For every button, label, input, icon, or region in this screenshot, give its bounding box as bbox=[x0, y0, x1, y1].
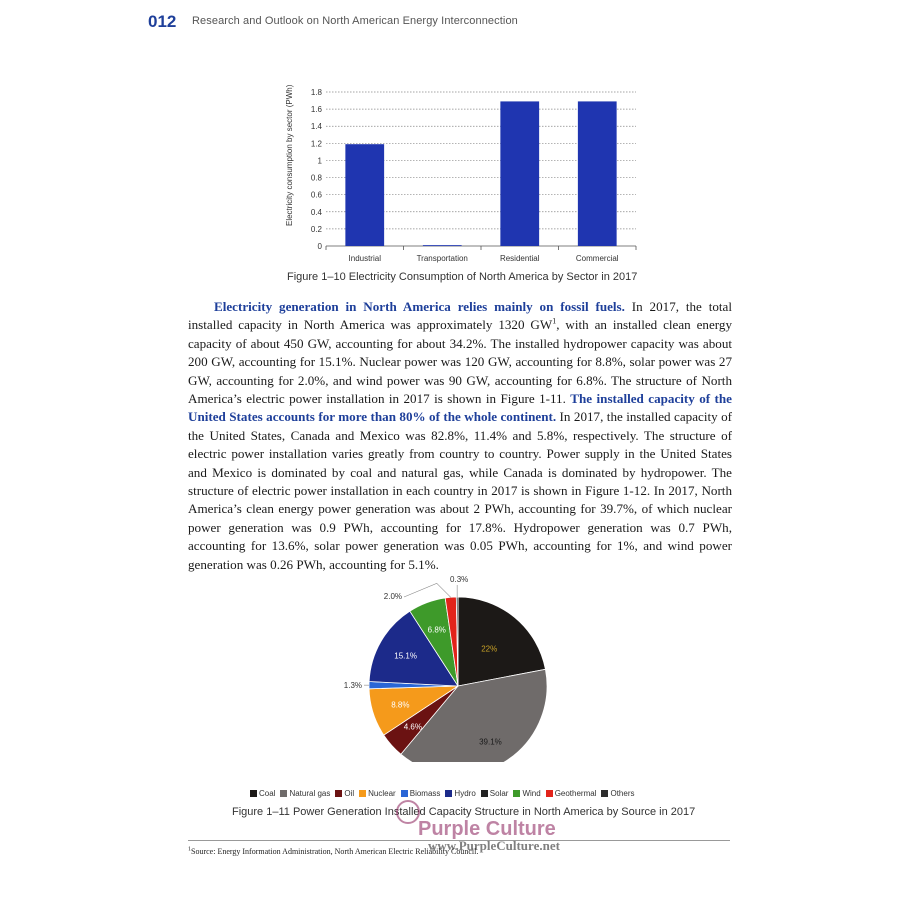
legend-item-others bbox=[601, 789, 634, 798]
figure-1-10-caption: Figure 1–10 Electricity Consumption of North America by Sector in 2017 bbox=[287, 271, 638, 283]
x-tick-label: Transportation bbox=[416, 254, 468, 263]
leader-geothermal bbox=[404, 583, 451, 597]
legend-item-natural-gas bbox=[280, 789, 330, 798]
slice-label-natural-gas: 39.1% bbox=[479, 737, 502, 747]
watermark-url: www.PurpleCulture.net bbox=[428, 838, 560, 853]
slice-label-oil: 4.6% bbox=[403, 722, 422, 732]
book-title: Research and Outlook on North American Energy Interconnection bbox=[192, 15, 518, 27]
body-text-part-2: , with an installed clean energy capacity of about 450 GW, accounting for about 34.2%. The installed hydropower capacity was about 200 GW, accounting for 15.1%. Nuclear power was 120 GW, accounting for 8.8%, solar power was 27 GW, accounting for 2.0%, and wind power was 90 GW, accounting for 6.8%. The structure of North America’s electric power installation in 2017 is shown in Figure 1-11. bbox=[188, 317, 732, 407]
y-tick-label: 1.2 bbox=[310, 139, 322, 149]
bar-chart-y-axis-label: Electricity consumption by sector (PWh) bbox=[285, 84, 294, 226]
y-tick-label: 1.8 bbox=[310, 88, 322, 97]
y-tick-label: 1 bbox=[317, 156, 322, 166]
installed-capacity-pie-chart bbox=[330, 572, 570, 762]
slice-label-geothermal: 2.0% bbox=[383, 592, 402, 601]
legend-label: Geothermal bbox=[554, 789, 597, 798]
bar-industrial bbox=[345, 144, 384, 246]
pie-slices bbox=[369, 597, 547, 762]
y-tick-label: 0.2 bbox=[310, 224, 322, 234]
emphasis-fossil-fuels: Electricity generation in North America relies mainly on fossil fuels. bbox=[214, 299, 625, 314]
y-tick-label: 0.6 bbox=[310, 190, 322, 200]
legend-label: Nuclear bbox=[368, 789, 396, 798]
slice-label-hydro: 15.1% bbox=[394, 651, 417, 661]
y-tick-label: 1.6 bbox=[310, 105, 322, 115]
body-paragraph bbox=[188, 298, 732, 574]
legend-item-solar bbox=[481, 789, 509, 798]
legend-item-biomass bbox=[401, 789, 441, 798]
body-text-part-3: In 2017, the installed capacity of the United States, Canada and Mexico was 82.8%, 11.4% and 5.8%, respectively. The structure of electric power installation varies greatly from country to country. Power supply in the United States and Mexico is dominated by coal and natural gas, while Canada is dominated by hydropower. The structure of electric power installation in each country in 2017 is shown in Figure 1-12. In 2017, North America’s clean energy power generation was about 2 PWh, accounting for 39.7%, of which nuclear power generation was 0.9 PWh, accounting for 17.8%. Hydropower generation was 0.7 PWh, accounting for 13.6%, solar power generation was 0.05 PWh, accounting for 1%, and wind power generation was 0.26 PWh, accounting for 5.1%. bbox=[188, 409, 732, 572]
x-tick-label: Residential bbox=[499, 254, 540, 263]
legend-swatch bbox=[401, 790, 408, 797]
y-tick-label: 0.4 bbox=[310, 207, 322, 217]
legend-label: Coal bbox=[259, 789, 276, 798]
legend-label: Solar bbox=[489, 789, 509, 798]
footnote-marker: 1 bbox=[552, 317, 557, 327]
bar-commercial bbox=[578, 101, 617, 246]
y-tick-label: 0.8 bbox=[310, 173, 322, 183]
x-tick-label: Industrial bbox=[348, 254, 381, 263]
footnote-rule bbox=[188, 840, 730, 841]
legend-label: Wind bbox=[522, 789, 541, 798]
legend-swatch bbox=[445, 790, 452, 797]
footnote-text: Source: Energy Information Administration, North American Electric Reliability Council. bbox=[191, 847, 479, 856]
bar-transportation bbox=[423, 245, 462, 246]
bar-chart-x-ticks bbox=[326, 246, 636, 263]
bar-chart-bars bbox=[345, 101, 616, 246]
page-number: 012 bbox=[148, 12, 177, 31]
legend-item-nuclear bbox=[359, 789, 396, 798]
bar-chart-y-ticks bbox=[311, 88, 323, 251]
legend-swatch bbox=[513, 790, 520, 797]
watermark-logo bbox=[396, 800, 420, 824]
legend-item-hydro bbox=[445, 789, 475, 798]
legend-item-coal bbox=[250, 789, 275, 798]
figure-1-11-caption: Figure 1–11 Power Generation Installed Capacity Structure in North America by Source in 2017 bbox=[232, 806, 696, 818]
pie-legend bbox=[250, 789, 640, 798]
legend-swatch bbox=[546, 790, 553, 797]
legend-item-geothermal bbox=[546, 789, 597, 798]
sector-consumption-bar-chart bbox=[280, 80, 650, 270]
legend-swatch bbox=[481, 790, 488, 797]
slice-label-nuclear: 8.8% bbox=[391, 700, 410, 710]
legend-label: Hydro bbox=[454, 789, 476, 798]
legend-label: Oil bbox=[344, 789, 355, 798]
y-tick-label: 1.4 bbox=[310, 122, 322, 132]
watermark-name: Purple Culture bbox=[418, 818, 556, 840]
footnote bbox=[188, 847, 478, 856]
slice-label-biomass: 1.3% bbox=[343, 681, 362, 691]
footnote-number: 1 bbox=[188, 846, 191, 853]
legend-swatch bbox=[335, 790, 342, 797]
y-tick-label: 0 bbox=[317, 242, 322, 251]
legend-label: Natural gas bbox=[289, 789, 331, 798]
body-text-part-1: In 2017, the total installed capacity in North America was approximately 1320 GW bbox=[188, 299, 732, 333]
x-tick-label: Commercial bbox=[575, 254, 619, 263]
legend-swatch bbox=[250, 790, 257, 797]
slice-label-others: 0.3% bbox=[450, 575, 469, 584]
bar-residential bbox=[500, 101, 539, 246]
emphasis-us-capacity: The installed capacity of the United States accounts for more than 80% of the whole continent. bbox=[188, 391, 732, 425]
legend-item-wind bbox=[513, 789, 540, 798]
legend-swatch bbox=[601, 790, 608, 797]
legend-swatch bbox=[280, 790, 287, 797]
slice-label-wind: 6.8% bbox=[427, 625, 446, 635]
legend-item-oil bbox=[335, 789, 354, 798]
legend-swatch bbox=[359, 790, 366, 797]
legend-label: Others bbox=[610, 789, 635, 798]
legend-label: Biomass bbox=[409, 789, 441, 798]
slice-label-coal: 22% bbox=[481, 644, 498, 654]
